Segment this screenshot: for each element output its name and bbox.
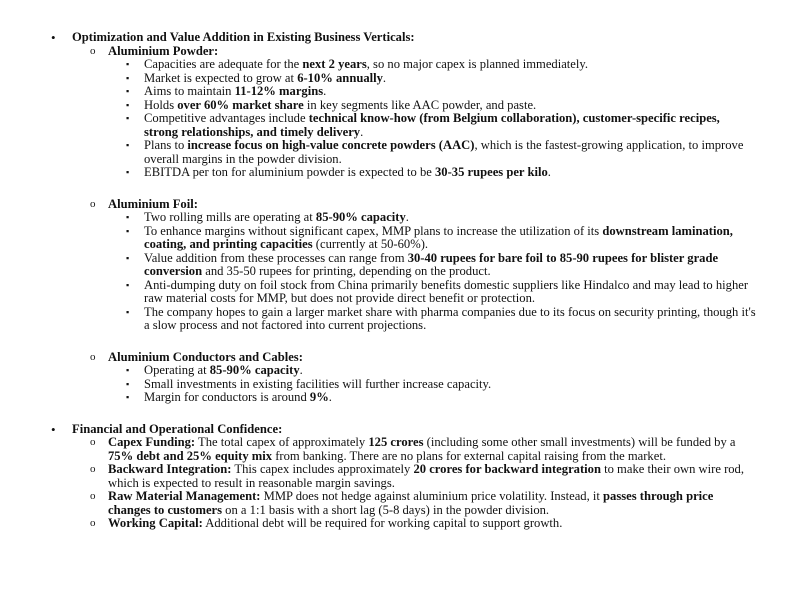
bullet-square-icon: ▪ <box>126 365 130 375</box>
list-item <box>0 252 791 279</box>
bullet-square-icon: ▪ <box>126 279 130 290</box>
list-item <box>0 490 791 517</box>
bullet-square-icon: ▪ <box>126 86 130 96</box>
list-item <box>0 463 791 490</box>
body-text: To enhance margins without significant capex, MMP plans to increase the utilization of its <box>144 223 603 238</box>
bold-text: Capex Funding: <box>108 435 196 449</box>
list-item <box>0 306 791 333</box>
list-item <box>0 99 791 113</box>
body-text: to make their own wire rod, which is expected to result in reasonable margin savings. <box>108 462 745 490</box>
bullet-square-icon: ▪ <box>126 113 130 123</box>
list-item <box>0 378 791 392</box>
body-text: on a 1:1 basis with a short lag (5-8 days) in the powder division. <box>222 502 550 517</box>
bullet-square-icon: ▪ <box>126 99 130 110</box>
body-text: Additional debt will be required for working capital to support growth. <box>202 516 563 530</box>
body-text: Capacities are adequate for the <box>144 57 303 71</box>
body-text: Plans to <box>144 138 188 152</box>
body-text: EBITDA per ton for aluminium powder is expected to be <box>144 165 435 179</box>
list-item <box>0 166 791 180</box>
section-heading: • Financial and Operational Confidence: <box>51 421 283 437</box>
bold-text: 125 crores <box>368 435 424 449</box>
bold-text: 75% debt and 25% equity mix <box>108 448 273 463</box>
body-text: (currently at 50-60%). <box>312 237 429 251</box>
body-text: . <box>299 363 303 377</box>
bullet-square-icon: ▪ <box>126 392 130 402</box>
bold-text: 30-35 rupees per kilo <box>434 165 548 179</box>
body-text: . <box>328 390 332 404</box>
body-text: from banking. There are no plans for external capital raising from the market. <box>272 448 666 463</box>
bullet-circle-icon: o <box>90 350 96 363</box>
body-text: Value addition from these processes can range from <box>144 250 408 265</box>
body-text: in key segments like AAC powder, and paste. <box>303 97 537 112</box>
body-text: Competitive advantages include <box>144 111 309 125</box>
list-item <box>0 279 791 306</box>
subsection-heading: o Aluminium Foil: <box>90 196 198 211</box>
bullet-square-icon: ▪ <box>126 72 130 83</box>
body-text: (including some other small investments) will be funded by a <box>423 435 736 449</box>
point-list <box>0 436 791 531</box>
bold-text: 30-40 rupees for bare foil to 85-90 rupees for blister grade conversion <box>144 250 719 278</box>
subsection-heading: o Aluminium Conductors and Cables: <box>90 349 303 364</box>
body-text: , so no major capex is planned immediately. <box>366 57 589 71</box>
bold-text: 11-12% margins <box>234 84 324 98</box>
bold-text: increase focus on high-value concrete powders (AAC) <box>187 138 475 152</box>
body-text: Anti-dumping duty on foil stock from China primarily benefits domestic suppliers like Hindalco and may lead to higher raw material costs for MMP, but does not provide direct benefit or protection. <box>144 277 749 305</box>
bold-text: Backward Integration: <box>108 462 232 476</box>
bold-text: 6-10% annually <box>297 70 383 85</box>
bullet-square-icon: ▪ <box>126 225 130 236</box>
bullet-square-icon: ▪ <box>126 306 130 317</box>
body-text: . <box>405 210 409 224</box>
body-text: MMP does not hedge against aluminium price volatility. Instead, it <box>260 489 604 503</box>
bullet-square-icon: ▪ <box>126 252 130 263</box>
list-item <box>0 72 791 86</box>
body-text: Two rolling mills are operating at <box>144 210 316 224</box>
bold-text: next 2 years <box>302 57 367 71</box>
list-item <box>0 85 791 99</box>
bold-text: passes through price changes to customers <box>108 489 714 517</box>
body-text: Aims to maintain <box>144 84 235 98</box>
bold-text: technical know-how (from Belgium collaboration), customer-specific recipes, strong relationships, and timely delivery <box>144 111 720 139</box>
bullet-square-icon: ▪ <box>126 140 130 150</box>
section-heading: • Optimization and Value Addition in Existing Business Verticals: <box>51 30 415 45</box>
bold-text: Working Capital: <box>108 516 203 530</box>
body-text: Operating at <box>144 363 210 377</box>
subsection-heading: o Aluminium Powder: <box>90 43 219 58</box>
body-text: The company hopes to gain a larger market share with pharma companies due to its focus on security printing, though it's a slow process and not factored into current projections. <box>144 304 756 332</box>
bold-text: downstream lamination, coating, and printing capacities <box>144 223 733 251</box>
list-item <box>0 436 791 463</box>
bold-text: over 60% market share <box>177 97 304 112</box>
bullet-circle-icon: o <box>90 463 96 475</box>
list-item <box>0 139 791 166</box>
body-text: . <box>360 124 364 139</box>
body-text: Small investments in existing facilities will further increase capacity. <box>144 376 492 391</box>
list-item <box>0 364 791 378</box>
body-text: Margin for conductors is around <box>144 390 310 404</box>
bullet-circle-icon: o <box>90 44 96 57</box>
bullet-circle-icon: o <box>90 197 96 210</box>
body-text: The total capex of approximately <box>195 435 369 449</box>
bullet-circle-icon: o <box>90 436 96 448</box>
bullet-circle-icon: o <box>90 517 96 529</box>
body-text: Market is expected to grow at <box>144 70 298 85</box>
bullet-square-icon: ▪ <box>126 378 130 389</box>
body-text: . <box>382 70 387 85</box>
bullet-list <box>0 58 791 180</box>
body-text: , which is the fastest-growing application, to improve overall margins in the powder division. <box>144 138 744 166</box>
bold-text: 85-90% capacity <box>209 363 300 377</box>
bullet-list <box>0 364 791 405</box>
list-item <box>0 225 791 252</box>
bold-text: Raw Material Management: <box>108 489 261 503</box>
bold-text: 9% <box>309 390 329 404</box>
bullet-square-icon: ▪ <box>126 212 130 222</box>
body-text: and 35-50 rupees for printing, depending on the product. <box>202 264 491 278</box>
bold-text: 20 crores for backward integration <box>413 462 601 476</box>
bullet-square-icon: ▪ <box>126 167 130 177</box>
body-text: Holds <box>144 97 178 112</box>
body-text: . <box>323 84 327 98</box>
bullet-disc-icon: • <box>51 30 56 45</box>
list-item <box>0 58 791 72</box>
bullet-disc-icon: • <box>51 421 56 437</box>
bullet-list <box>0 211 791 333</box>
bold-text: 85-90% capacity <box>315 210 406 224</box>
list-item <box>0 211 791 225</box>
body-text: This capex includes approximately <box>231 462 414 476</box>
list-item <box>0 391 791 405</box>
bullet-circle-icon: o <box>90 490 96 502</box>
bullet-square-icon: ▪ <box>126 59 130 69</box>
list-item <box>0 112 791 139</box>
list-item <box>0 517 791 531</box>
body-text: . <box>547 165 551 179</box>
